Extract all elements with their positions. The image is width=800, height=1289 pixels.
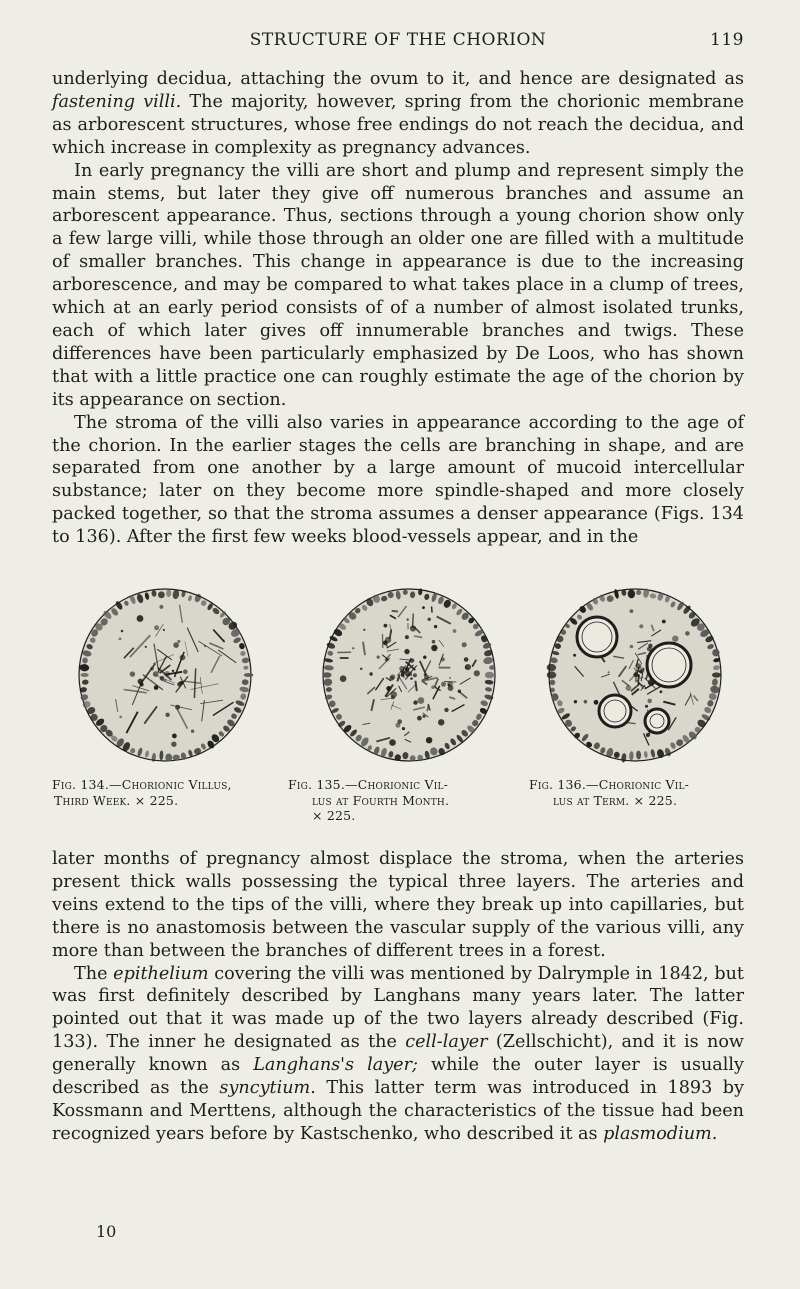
text-run: later months of pregnancy almost displace the stroma, when the arteries present thick walls possessing the typical three layers. The arteries and veins extend to the tips of the villi, where they break up into capillaries, but there is no anastomosis between the vascular supply of the various villi, any more than between the branches of different trees in a forest. [52,849,744,961]
paragraph [52,68,744,160]
text-run: underlying decidua, attaching the ovum to it, and hence are designated as [52,69,744,89]
text-run: This latter term was introduced in 1893 by Kossmann and Merttens, although the characteristics of the tissue had been recognized years before by Kastschenko, who described it as [52,1078,745,1144]
villus-section-drawing [70,580,260,770]
caption-line: Third Week. × 225. [54,792,179,808]
text-run: In early pregnancy the villi are short and plump and represent simply the main stems, but later they give off numerous branches and assume an arborescent appearance. Thus, sections through a young chorion show only a few large villi, while those through an older one are filled with a multitude of smaller branches. This change in appearance is due to the increasing arborescence, and may be compared to what takes place in a clump of trees, which at an early period consists of of a number of almost isolated trunks, each of which later gives off innumerable branches and twigs. These differences have been particularly emphasized by De Loos, who has shown that with a little practice one can roughly estimate the age of the chorion by its appearance on section. [52,160,744,410]
caption-line: lus at Fourth Month. [312,792,450,808]
paragraph [52,848,744,963]
running-head [52,30,744,56]
italic-term: Langhans's layer; [253,1055,418,1076]
figure-row [52,580,744,770]
text-run: while the outer layer is usually described as the [52,1055,744,1099]
paragraph [52,412,744,549]
italic-term: epithelium [113,963,209,984]
figure-136-caption [529,777,744,808]
running-head-title: STRUCTURE OF THE CHORION [249,30,547,50]
caption-line: Fig. 136.—Chorionic Vil- [529,777,690,792]
villus-section-drawing [314,580,504,770]
text-block-top [52,68,744,549]
text-run: covering the villi was mentioned by Dalrymple in 1842, but was first definitely described by Langhans many years later. The latter pointed out that it was made up of the two layers already described (Fig. 133). The inner he designated as the [52,963,744,1053]
paragraph [52,963,744,1146]
figure-135-illustration [314,580,504,770]
figure-136-illustration [540,580,730,770]
text-run: The majority, however, spring from the chorionic membrane as arborescent structures, whose free endings do not reach the decidua, and which increase in complexity as pregnancy advances. [52,91,745,158]
caption-line: lus at Term. × 225. [553,792,678,808]
text-run: (Zellschicht), and it is now generally known as [52,1032,744,1076]
villus-section-drawing [540,580,730,770]
caption-line: × 225. [312,808,356,823]
figure-135-caption [288,777,518,824]
paragraph [52,160,744,412]
text-run: The [74,963,114,984]
italic-term: fastening villi. [52,91,182,112]
figure-134-caption [52,777,282,808]
caption-line: Fig. 134.—Chorionic Villus, [52,777,232,792]
italic-term: plasmodium. [603,1123,718,1144]
figure-134-illustration [70,580,260,770]
page-number: 119 [710,30,744,50]
italic-term: cell-layer [405,1032,488,1053]
text-block-bottom [52,848,744,1146]
signature-mark: 10 [96,1222,117,1241]
figure-captions [52,777,744,827]
text-run: The stroma of the villi also varies in appearance according to the age of the chorion. In the earlier stages the cells are branching in shape, and are separated from one another by a large amount of mucoid intercellular substance; later on they become more spindle-shaped and more closely packed together, so that the stroma assumes a denser appearance (Figs. 134 to 136). After the first few weeks blood-vessels appear, and in the [52,412,744,548]
caption-line: Fig. 135.—Chorionic Vil- [288,777,449,792]
italic-term: syncytium. [219,1078,316,1099]
